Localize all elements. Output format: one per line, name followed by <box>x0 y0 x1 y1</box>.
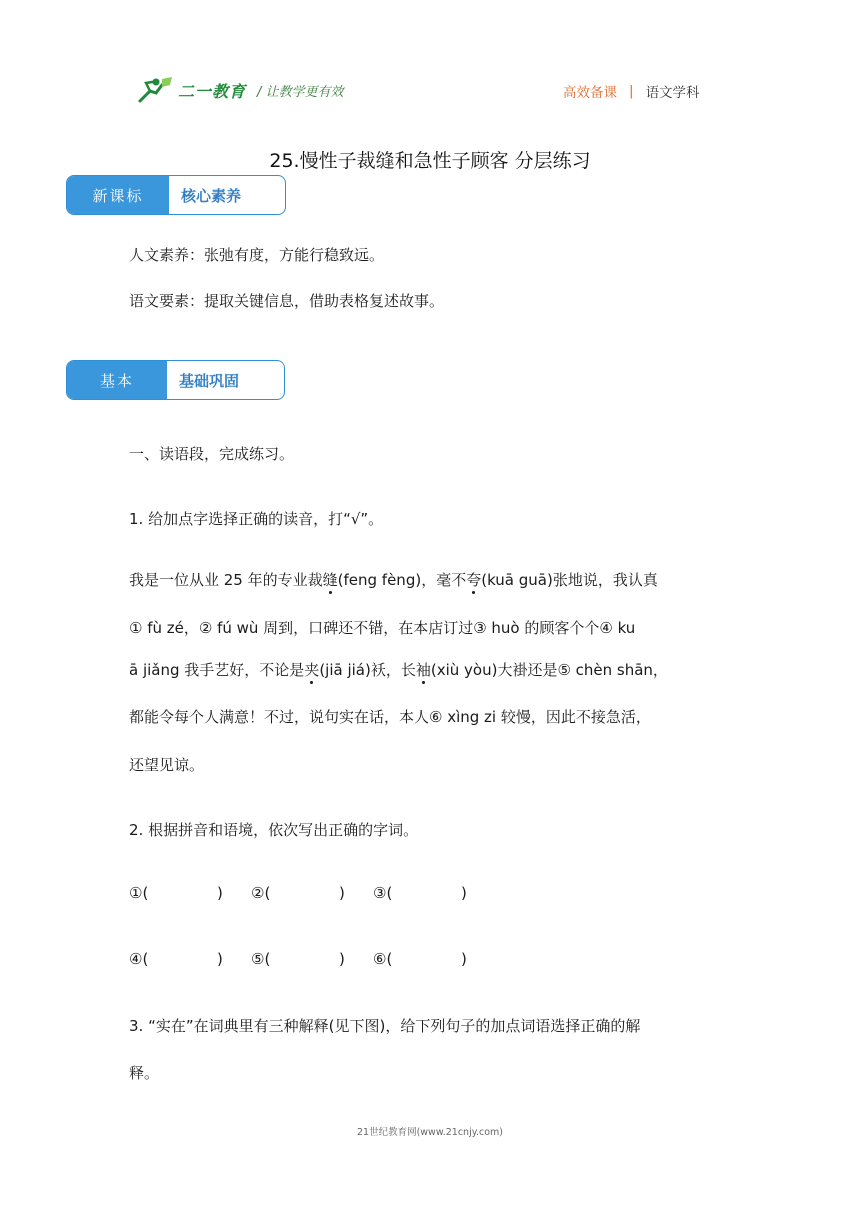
blank-close: ) <box>461 950 467 968</box>
tag-left-label: 基本 <box>67 361 167 399</box>
text-run: 我是一位从业 25 年的专业裁 <box>129 571 323 589</box>
tag-right-label: 核心素养 <box>169 176 241 214</box>
passage-line-5: 还望见谅。 <box>129 756 205 774</box>
logo-text: 二一教育 <box>178 81 247 101</box>
blank-open: ⑤( <box>251 950 271 968</box>
question-3-line-2: 释。 <box>129 1064 160 1082</box>
header-right <box>563 81 700 101</box>
answer-blanks-row-2 <box>129 950 467 968</box>
text-run: ā jiǎng 我手艺好，不论是 <box>129 661 305 679</box>
passage-line-2: ① fù zé，② fú wù 周到，口碑还不错，在本店订过③ huò 的顾客个个④ ku <box>129 619 636 637</box>
section-tag-basic <box>66 360 285 400</box>
tag-left-label: 新课标 <box>67 176 169 214</box>
goal-humanities: 人文素养：张弛有度，方能行稳致远。 <box>129 246 385 264</box>
section-heading: 一、读语段，完成练习。 <box>129 445 295 463</box>
header-separator: | <box>629 83 634 99</box>
blank-open: ⑥( <box>373 950 393 968</box>
answer-blanks-row-1 <box>129 884 467 902</box>
slogan: / 让教学更有效 <box>257 85 344 100</box>
passage-line-3 <box>129 659 668 680</box>
runner-logo-icon <box>136 75 174 105</box>
question-3-line-1: 3. “实在”在词典里有三种解释(见下图)，给下列句子的加点词语选择正确的解 <box>129 1017 641 1035</box>
blank-close: ) <box>339 884 345 902</box>
question-2: 2. 根据拼音和语境，依次写出正确的字词。 <box>129 821 419 839</box>
blank-open: ②( <box>251 884 271 902</box>
section-tag-core-literacy <box>66 175 286 215</box>
blank-close: ) <box>461 884 467 902</box>
logo <box>136 74 246 106</box>
text-run: (kuā guā)张地说，我认真 <box>481 571 658 589</box>
text-run: (xiù yòu)大褂还是⑤ chèn shān， <box>430 661 668 679</box>
blank-open: ④( <box>129 950 149 968</box>
blank-close: ) <box>217 884 223 902</box>
page-title: 25.慢性子裁缝和急性子顾客 分层练习 <box>269 150 591 172</box>
dotted-char: 夹 <box>304 661 320 679</box>
dotted-char: 缝 <box>322 571 338 589</box>
header-efficient-prep: 高效备课 <box>563 85 617 101</box>
header-subject: 语文学科 <box>645 85 700 101</box>
text-run: (jiā jiá)袄，长 <box>319 661 416 679</box>
dotted-char: 夸 <box>466 571 482 589</box>
blank-close: ) <box>339 950 345 968</box>
passage-line-1 <box>129 569 658 590</box>
text-run: (feng fèng)，毫不 <box>337 571 467 589</box>
blank-open: ①( <box>129 884 149 902</box>
footer-source: 21世纪教育网(www.21cnjy.com) <box>356 1127 503 1138</box>
blank-close: ) <box>217 950 223 968</box>
question-1: 1. 给加点字选择正确的读音，打“√”。 <box>129 510 384 528</box>
passage-line-4: 都能令每个人满意！不过，说句实在话，本人⑥ xìng zi 较慢，因此不接急活， <box>129 708 651 726</box>
blank-open: ③( <box>373 884 393 902</box>
goal-language: 语文要素：提取关键信息，借助表格复述故事。 <box>129 292 445 310</box>
dotted-char: 袖 <box>415 661 431 679</box>
tag-right-label: 基础巩固 <box>167 361 239 399</box>
